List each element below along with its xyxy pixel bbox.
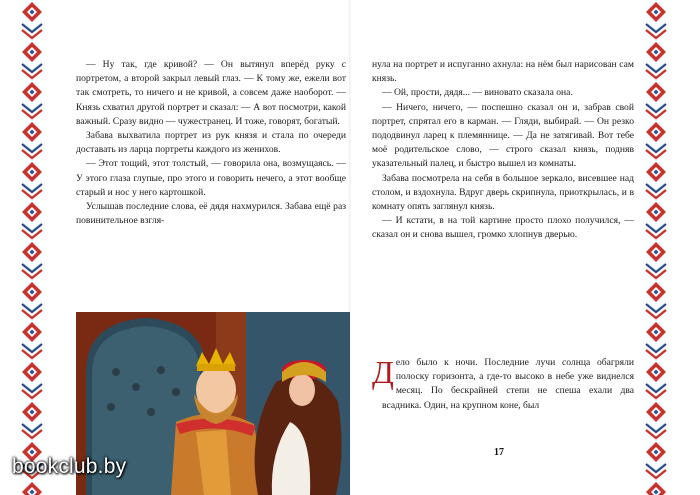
paragraph: — И кстати, в на той картине просто плохо получился, — сказал он и снова вышел, громко хлопнув дверью. [372,215,634,241]
page-number: 17 [494,447,504,458]
paragraph: Забава посмотрела на себя в большое зеркало, висевшее над столом, и вздохнула. Вдруг дверь скрипнула, приоткрылась, и в комнату опять заглянул князь. [372,172,634,213]
paragraph: нула на портрет и испуганно ахнула: на нём был нарисован сам князь. [372,59,634,85]
paragraph: — Этот тощий, этот толстый, — говорила она, возмущаясь. — У этого глаза глупые, про этого и говорить нечего, а этот вообще старый и нос у него картошкой. [76,158,346,198]
paragraph: — Ничего, ничего, — поспешно сказал он и, забрав свой портрет, спрятал его в карман. — Гляди, выбирай. — Он резко пододвинул ларец к племяннице. — Да не затягивай. Вот тебе моё родительское слово, — строго сказал князь, подняв указательный палец, и быстро вышел из комнаты. [372,101,634,170]
left-page-text [76,58,346,228]
paragraph: Услышав последние слова, её дядя нахмурился. Забава ещё раз повинительное взгля- [76,201,346,227]
right-ornament-border [642,0,670,495]
right-page-text [372,58,634,243]
paragraph: — Ой, прости, дядя... — виновато сказала она. [382,87,573,99]
left-ornament-border [18,0,46,495]
drop-cap: Д [372,354,394,390]
section-two-text [372,356,634,413]
paragraph: Забава выхватила портрет из рук князя и стала по очереди доставать из ларца портреты каждого из женихов. [76,130,346,156]
watermark-logo: bookclub.by [12,455,127,478]
paragraph: — Ну так, где кривой? — Он вытянул вперёд руку с портретом, а второй закрыл левый глаз. — К тому же, ежели вот так смотреть, то ничего и не кривой, а совсем даже наоборот. — Князь схватил другой портрет и сказал: — А вот посмотри, какой важный. Сразу видно — чужестранец. И тоже, говорят, богатый. [76,59,346,127]
paragraph: ело было к ночи. Последние лучи солнца обагряли полоску горизонта, а где-то высоко в небе уже виднелся месяц. По бескрайней степи не спеша ехали два всадника. Один, на крупном коне, был [382,357,634,411]
